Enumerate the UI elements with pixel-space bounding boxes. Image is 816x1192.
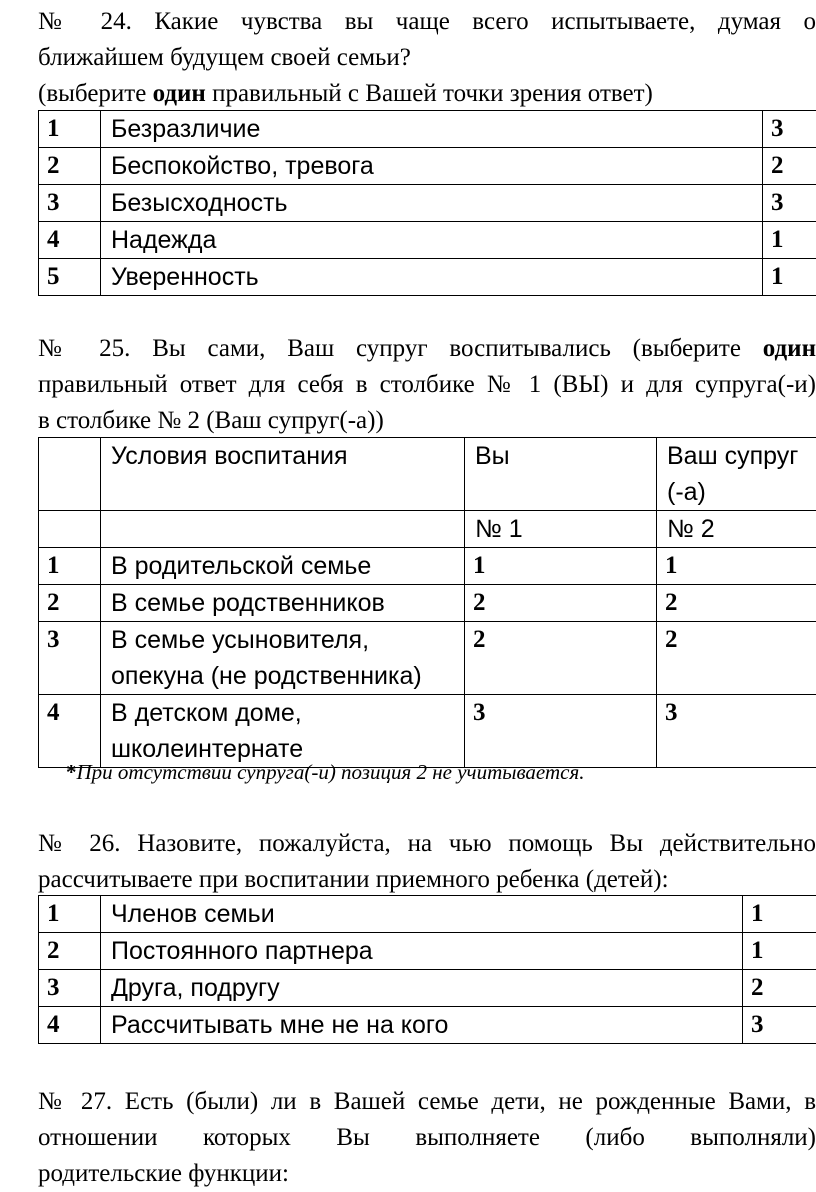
q25-row-condition: В детском доме, школеинтернате (101, 695, 465, 768)
table-row (39, 585, 816, 622)
q25-subheader-row (39, 511, 816, 548)
q25-footnote: *При отсутствии супруга(-и) позиция 2 не учитывается. (38, 757, 584, 787)
q26-table (38, 895, 816, 1044)
q26-line-1: № 26. Назовите, пожалуйста, на чью помощь Вы действительно (38, 826, 816, 862)
q25-row-you: 2 (465, 622, 657, 695)
q26-row-label: Рассчитывать мне не на кого (101, 1007, 743, 1044)
q24-row-value: 1 (763, 259, 816, 296)
table-row (39, 259, 816, 296)
q26-row-number: 3 (39, 970, 101, 1007)
q25-header-spouse: Ваш супруг (-а) (657, 438, 816, 511)
q24-row-value: 2 (763, 148, 816, 185)
q26-row-value: 2 (743, 970, 816, 1007)
q26-row-number: 4 (39, 1007, 101, 1044)
question-25 (38, 331, 816, 439)
q26-row-number: 1 (39, 896, 101, 933)
table-row (39, 222, 816, 259)
q25-table (38, 437, 816, 768)
q24-row-value: 1 (763, 222, 816, 259)
q26-row-number: 2 (39, 933, 101, 970)
q25-row-condition: В семье усыновителя, опекуна (не родственника) (101, 622, 465, 695)
q25-row-number: 4 (39, 695, 101, 768)
q25-row-you: 3 (465, 695, 657, 768)
q24-line-3: (выберите один правильный с Вашей точки зрения ответ) (38, 76, 816, 112)
question-27 (38, 1084, 816, 1192)
q25-row-number: 3 (39, 622, 101, 695)
q24-row-number: 4 (39, 222, 101, 259)
q24-emphasis: один (153, 80, 206, 107)
q24-line-1: № 24. Какие чувства вы чаще всего испытываете, думая о (38, 4, 816, 40)
q24-row-label: Безразличие (101, 111, 763, 148)
table-row (39, 185, 816, 222)
question-26 (38, 826, 816, 898)
q27-line-2: отношении которых Вы выполняете (либо выполняли) (38, 1120, 816, 1156)
q24-row-number: 1 (39, 111, 101, 148)
q25-subheader-you: № 1 (465, 511, 657, 548)
table-row (39, 111, 816, 148)
q25-row-condition: В семье родственников (101, 585, 465, 622)
q25-line-2: правильный ответ для себя в столбике № 1 (ВЫ) и для супруга(-и) (38, 367, 816, 403)
q25-row-condition: В родительской семье (101, 548, 465, 585)
q25-row-you: 1 (465, 548, 657, 585)
q24-row-label: Безысходность (101, 185, 763, 222)
q25-row-number: 2 (39, 585, 101, 622)
table-row (39, 622, 816, 695)
q27-line-1: № 27. Есть (были) ли в Вашей семье дети, не рожденные Вами, в (38, 1084, 816, 1120)
q25-row-spouse: 3 (657, 695, 816, 768)
q26-row-label: Постоянного партнера (101, 933, 743, 970)
q24-row-label: Беспокойство, тревога (101, 148, 763, 185)
q24-line-2: ближайшем будущем своей семьи? (38, 40, 816, 76)
q25-row-number: 1 (39, 548, 101, 585)
q24-row-value: 3 (763, 111, 816, 148)
q25-row-spouse: 2 (657, 622, 816, 695)
q25-emphasis: один (763, 335, 816, 362)
q26-row-value: 3 (743, 1007, 816, 1044)
q25-header-you: Вы (465, 438, 657, 511)
q25-row-spouse: 1 (657, 548, 816, 585)
q24-table (38, 110, 816, 296)
q27-line-3: родительские функции: (38, 1156, 816, 1192)
table-row (39, 970, 816, 1007)
q24-row-number: 3 (39, 185, 101, 222)
q26-row-label: Друга, подругу (101, 970, 743, 1007)
q25-subheader-spouse: № 2 (657, 511, 816, 548)
q24-row-label: Надежда (101, 222, 763, 259)
q25-header-row (39, 438, 816, 511)
q26-line-2: рассчитываете при воспитании приемного ребенка (детей): (38, 862, 816, 898)
table-row (39, 1007, 816, 1044)
q24-row-number: 2 (39, 148, 101, 185)
q26-row-value: 1 (743, 896, 816, 933)
table-row (39, 896, 816, 933)
q25-row-spouse: 2 (657, 585, 816, 622)
q25-line-3: в столбике № 2 (Ваш супруг(-а)) (38, 403, 816, 439)
q26-row-label: Членов семьи (101, 896, 743, 933)
q25-line-1: № 25. Вы сами, Ваш супруг воспитывались (выберите один (38, 331, 816, 367)
table-row (39, 933, 816, 970)
table-row (39, 548, 816, 585)
q24-row-value: 3 (763, 185, 816, 222)
q25-header-conditions: Условия воспитания (101, 438, 465, 511)
table-row (39, 148, 816, 185)
q26-row-value: 1 (743, 933, 816, 970)
question-24 (38, 4, 816, 112)
q24-row-number: 5 (39, 259, 101, 296)
q24-row-label: Уверенность (101, 259, 763, 296)
q25-row-you: 2 (465, 585, 657, 622)
